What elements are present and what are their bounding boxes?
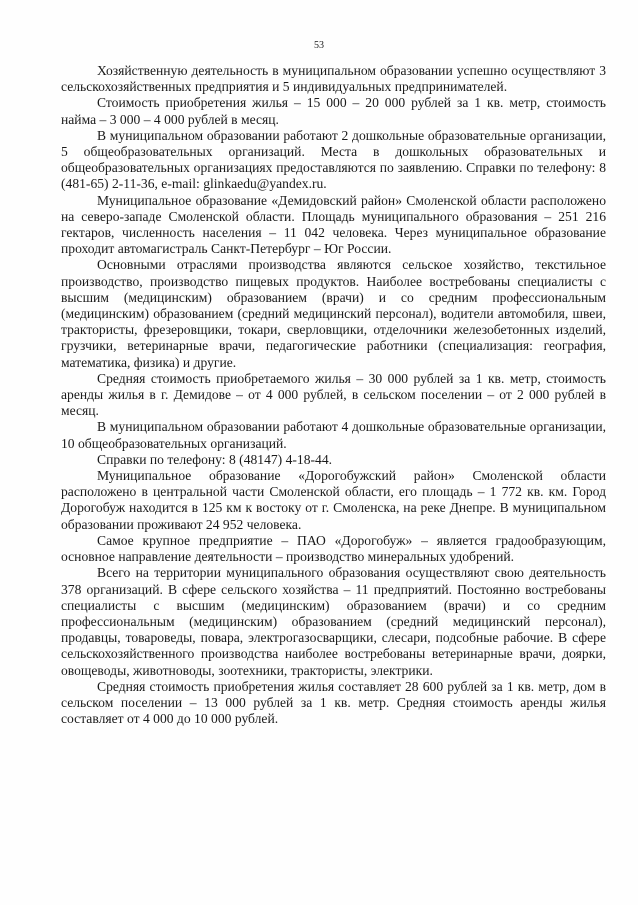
- paragraph-glinka-education: В муниципальном образовании работают 2 дошкольные образовательные организации, 5 общеобразовательных организаций. Места в дошкольных образовательных и общеобразовательных организациях предоставляются по заявлению. Справки по телефону: 8 (481-65) 2-11-36, e-mail: glinkaedu@yandex.ru.: [61, 127, 606, 192]
- paragraph-demidov-phone: Справки по телефону: 8 (48147) 4-18-44.: [97, 451, 333, 467]
- paragraph-demidov-housing: Средняя стоимость приобретаемого жилья – 30 000 рублей за 1 кв. метр, стоимость аренды жилья в г. Демидове – от 4 000 рублей, в сельском поселении – от 2 000 рублей в месяц.: [61, 370, 606, 419]
- paragraph-glinka-housing: Стоимость приобретения жилья – 15 000 – 20 000 рублей за 1 кв. метр, стоимость найма – 3 000 – 4 000 рублей в месяц.: [61, 95, 606, 127]
- paragraph-dorogobuzh-enterprise: Самое крупное предприятие – ПАО «Дорогобуж» – является градообразующим, основное направление деятельности – производство минеральных удобрений.: [61, 532, 606, 565]
- paragraph-demidov-industry: Основными отраслями производства являются сельское хозяйство, текстильное производство, производство пищевых продуктов. Наиболее востребованы специалисты с высшим (медицинским) образованием (врачи) и со средним профессиональным (медицинским) образованием (средний медицинский персонал), водители автомобиля, швеи, трактористы, фрезеровщики, токари, сверловщики, отделочники железобетонных изделий, грузчики, ветеринарные врачи, педагогические работники (специализация: география, математика, физика) и другие.: [61, 257, 606, 370]
- page-number: 53: [314, 40, 324, 51]
- paragraph-dorogobuzh-employment: Всего на территории муниципального образования осуществляют свою деятельность 378 организаций. В сфере сельского хозяйства – 11 предприятий. Постоянно востребованы специалисты с высшим (медицинским) образованием (врачи) и со средним профессиональным (медицинским) образованием (средний медицинский персонал), продавцы, товароведы, повара, электрогазосварщики, слесари, подсобные рабочие. В сфере сельскохозяйственного производства наиболее востребованы ветеринарные врачи, доярки, овощеводы, животноводы, зоотехники, трактористы, электрики.: [61, 565, 606, 678]
- paragraph-demidov-overview: Муниципальное образование «Демидовский район» Смоленской области расположено на северо-западе Смоленской области. Площадь муниципального образования – 251 216 гектаров, численность населения – 11 042 человека. Через муниципальное образование проходит автомагистраль Санкт-Петербург – Юг России.: [61, 192, 606, 257]
- paragraph-dorogobuzh-housing: Средняя стоимость приобретения жилья составляет 28 600 рублей за 1 кв. метр, дом в сельском поселении – 13 000 рублей за 1 кв. метр. Средняя стоимость аренды жилья составляет от 4 000 до 10 000 рублей.: [61, 678, 606, 727]
- paragraph-glinka-economy: Хозяйственную деятельность в муниципальном образовании успешно осуществляют 3 сельскохозяйственных предприятия и 5 индивидуальных предпринимателей.: [61, 63, 606, 95]
- paragraph-demidov-education: В муниципальном образовании работают 4 дошкольные образовательные организации, 10 общеобразовательных организаций.: [61, 419, 606, 451]
- document-body: [61, 63, 606, 727]
- paragraph-dorogobuzh-overview: Муниципальное образование «Дорогобужский район» Смоленской области расположено в центральной части Смоленской области, его площадь – 1 772 кв. км. Город Дорогобуж находится в 125 км к востоку от г. Смоленска, на реке Днепре. В муниципальном образовании проживают 24 952 человека.: [61, 468, 606, 532]
